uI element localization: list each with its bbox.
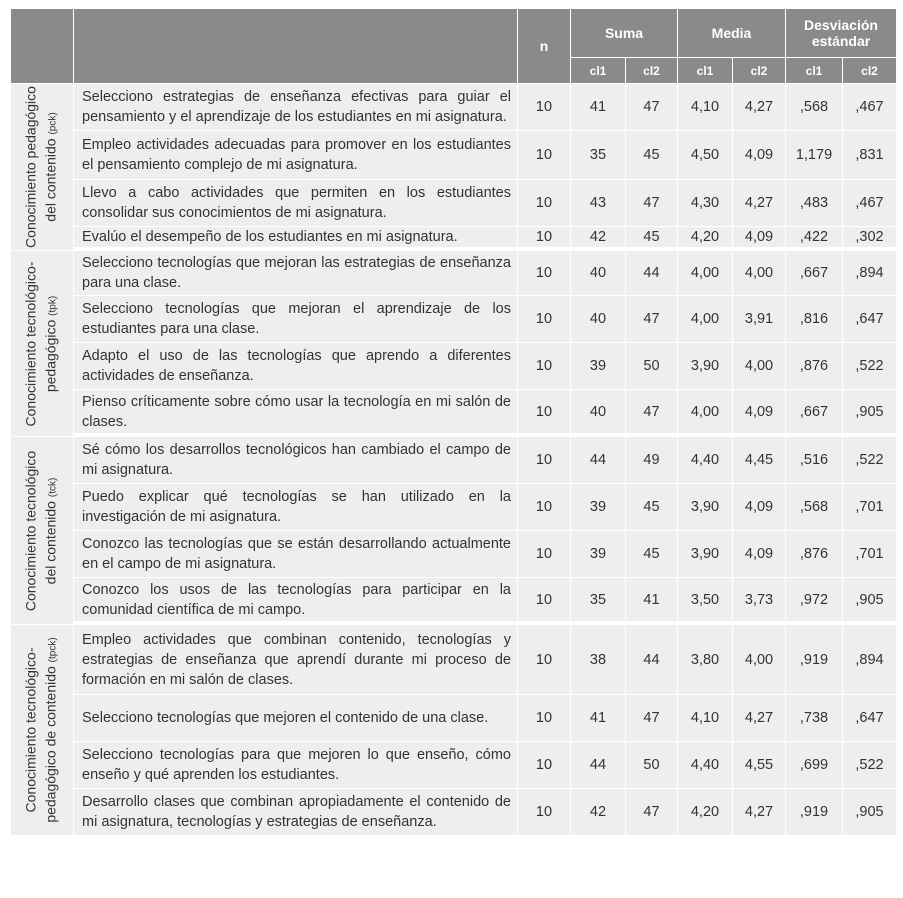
media-cl2-cell: 3,73: [732, 578, 785, 625]
desv-cl2-cell: ,522: [842, 437, 896, 484]
media-cl1-cell: 3,80: [677, 625, 732, 695]
n-cell: 10: [517, 251, 570, 296]
n-cell: 10: [517, 131, 570, 180]
media-cl2-cell: 4,00: [732, 251, 785, 296]
table-row: [11, 343, 896, 390]
media-cl1-cell: 4,20: [677, 789, 732, 836]
media-cl1-cell: 4,40: [677, 437, 732, 484]
n-cell: 10: [517, 296, 570, 343]
suma-cl1-cell: 39: [570, 531, 625, 578]
item-description: Conozco las tecnologías que se están desarrollando actualmente en el campo de mi asignatura.: [73, 531, 517, 578]
suma-cl1-cell: 41: [570, 84, 625, 131]
suma-cl2-cell: 47: [625, 180, 677, 227]
desv-cl1-cell: ,568: [785, 84, 842, 131]
n-cell: 10: [517, 484, 570, 531]
desv-cl2-cell: ,905: [842, 789, 896, 836]
table-row: [11, 390, 896, 437]
suma-cl2-cell: 49: [625, 437, 677, 484]
suma-cl2-cell: 44: [625, 251, 677, 296]
n-cell: 10: [517, 180, 570, 227]
category-label: [21, 86, 64, 248]
desv-cl1-cell: ,816: [785, 296, 842, 343]
media-cl2-cell: 3,91: [732, 296, 785, 343]
suma-cl2-cell: 45: [625, 131, 677, 180]
category-label: [21, 261, 64, 426]
media-cl1-cell: 4,50: [677, 131, 732, 180]
header-desviacion: Desviación estándar: [785, 9, 896, 58]
category-abbreviation: (pck): [47, 112, 59, 135]
table-row: [11, 578, 896, 625]
category-label-line1: Conocimiento tecnológico-: [22, 647, 39, 813]
table-row: [11, 484, 896, 531]
table-body: [11, 84, 896, 836]
suma-cl1-cell: 44: [570, 742, 625, 789]
desv-cl2-cell: ,522: [842, 742, 896, 789]
category-label-text: del contenido: [42, 500, 59, 584]
media-cl2-cell: 4,09: [732, 227, 785, 251]
table-row: [11, 625, 896, 695]
desv-cl1-cell: ,699: [785, 742, 842, 789]
item-description: Selecciono tecnologías que mejoran las estrategias de enseñanza para una clase.: [73, 251, 517, 296]
desv-cl1-cell: ,972: [785, 578, 842, 625]
n-cell: 10: [517, 578, 570, 625]
media-cl1-cell: 4,00: [677, 390, 732, 437]
table-row: [11, 742, 896, 789]
media-cl1-cell: 4,10: [677, 84, 732, 131]
desv-cl1-cell: 1,179: [785, 131, 842, 180]
header-item-blank: [73, 9, 517, 84]
media-cl1-cell: 4,00: [677, 296, 732, 343]
table-row: [11, 227, 896, 251]
suma-cl1-cell: 42: [570, 789, 625, 836]
n-cell: 10: [517, 84, 570, 131]
category-label-line2: [41, 637, 64, 822]
desv-cl1-cell: ,667: [785, 390, 842, 437]
desv-cl2-cell: ,467: [842, 180, 896, 227]
desv-cl1-cell: ,876: [785, 531, 842, 578]
media-cl1-cell: 3,90: [677, 484, 732, 531]
n-cell: 10: [517, 343, 570, 390]
category-label-text: pedagógico de contenido: [42, 666, 59, 823]
category-label-line1: Conocimiento tecnológico-: [22, 261, 39, 426]
table-row: [11, 437, 896, 484]
suma-cl1-cell: 35: [570, 578, 625, 625]
item-description: Selecciono estrategias de enseñanza efectivas para guiar el pensamiento y el aprendizaje de los estudiantes en mi asignatura.: [73, 84, 517, 131]
item-description: Conozco los usos de las tecnologías para participar en la comunidad científica de mi campo.: [73, 578, 517, 625]
media-cl1-cell: 4,20: [677, 227, 732, 251]
suma-cl2-cell: 45: [625, 227, 677, 251]
results-table: [11, 9, 896, 836]
item-description: Selecciono tecnologías para que mejoren lo que enseño, cómo enseño y qué aprenden los estudiantes.: [73, 742, 517, 789]
media-cl2-cell: 4,27: [732, 84, 785, 131]
category-label-line2: [41, 450, 64, 610]
header-suma-cl2: cl2: [625, 58, 677, 84]
desv-cl1-cell: ,919: [785, 625, 842, 695]
suma-cl2-cell: 45: [625, 531, 677, 578]
desv-cl2-cell: ,894: [842, 251, 896, 296]
header-suma-cl1: cl1: [570, 58, 625, 84]
table-row: [11, 251, 896, 296]
suma-cl1-cell: 39: [570, 484, 625, 531]
desv-cl1-cell: ,516: [785, 437, 842, 484]
suma-cl2-cell: 45: [625, 484, 677, 531]
category-cell: [11, 437, 73, 625]
suma-cl2-cell: 41: [625, 578, 677, 625]
table-row: [11, 531, 896, 578]
header-n: n: [517, 9, 570, 84]
header-media: Media: [677, 9, 785, 58]
table-row: [11, 695, 896, 742]
header-desv-cl1: cl1: [785, 58, 842, 84]
suma-cl2-cell: 50: [625, 742, 677, 789]
category-label-line1: Conocimiento tecnológico: [22, 450, 39, 611]
header-media-cl1: cl1: [677, 58, 732, 84]
suma-cl1-cell: 35: [570, 131, 625, 180]
suma-cl1-cell: 44: [570, 437, 625, 484]
desv-cl2-cell: ,647: [842, 695, 896, 742]
desv-cl2-cell: ,701: [842, 531, 896, 578]
suma-cl1-cell: 39: [570, 343, 625, 390]
media-cl1-cell: 4,00: [677, 251, 732, 296]
n-cell: 10: [517, 437, 570, 484]
media-cl2-cell: 4,09: [732, 484, 785, 531]
category-label-text: pedagógico: [42, 319, 59, 392]
media-cl1-cell: 4,30: [677, 180, 732, 227]
category-abbreviation: (tpck): [47, 637, 59, 663]
media-cl2-cell: 4,09: [732, 531, 785, 578]
suma-cl1-cell: 42: [570, 227, 625, 251]
suma-cl1-cell: 43: [570, 180, 625, 227]
item-description: Pienso críticamente sobre cómo usar la tecnología en mi salón de clases.: [73, 390, 517, 437]
table-row: [11, 180, 896, 227]
suma-cl2-cell: 47: [625, 390, 677, 437]
desv-cl1-cell: ,919: [785, 789, 842, 836]
category-label-line2: [41, 86, 64, 248]
suma-cl2-cell: 50: [625, 343, 677, 390]
category-label-text: del contenido: [42, 138, 59, 222]
suma-cl1-cell: 40: [570, 251, 625, 296]
media-cl2-cell: 4,27: [732, 695, 785, 742]
media-cl1-cell: 3,90: [677, 343, 732, 390]
desv-cl2-cell: ,647: [842, 296, 896, 343]
n-cell: 10: [517, 227, 570, 251]
desv-cl2-cell: ,831: [842, 131, 896, 180]
desv-cl1-cell: ,568: [785, 484, 842, 531]
suma-cl1-cell: 40: [570, 390, 625, 437]
suma-cl1-cell: 38: [570, 625, 625, 695]
category-abbreviation: (tck): [47, 477, 59, 497]
desv-cl2-cell: ,701: [842, 484, 896, 531]
table-row: [11, 131, 896, 180]
header-category-blank: [11, 9, 73, 84]
suma-cl2-cell: 47: [625, 695, 677, 742]
media-cl2-cell: 4,27: [732, 180, 785, 227]
category-label-line2: [41, 261, 64, 426]
desv-cl1-cell: ,738: [785, 695, 842, 742]
media-cl2-cell: 4,09: [732, 131, 785, 180]
desv-cl1-cell: ,422: [785, 227, 842, 251]
suma-cl2-cell: 47: [625, 84, 677, 131]
n-cell: 10: [517, 390, 570, 437]
media-cl2-cell: 4,55: [732, 742, 785, 789]
desv-cl2-cell: ,302: [842, 227, 896, 251]
media-cl1-cell: 3,90: [677, 531, 732, 578]
desv-cl2-cell: ,905: [842, 390, 896, 437]
results-table-container: [11, 9, 896, 836]
item-description: Sé cómo los desarrollos tecnológicos han cambiado el campo de mi asignatura.: [73, 437, 517, 484]
media-cl2-cell: 4,00: [732, 625, 785, 695]
suma-cl2-cell: 47: [625, 296, 677, 343]
item-description: Empleo actividades que combinan contenido, tecnologías y estrategias de enseñanza que aprendí durante mi proceso de formación en mi salón de clases.: [73, 625, 517, 695]
category-cell: [11, 625, 73, 836]
table-row: [11, 789, 896, 836]
n-cell: 10: [517, 742, 570, 789]
suma-cl1-cell: 41: [570, 695, 625, 742]
item-description: Adapto el uso de las tecnologías que aprendo a diferentes actividades de enseñanza.: [73, 343, 517, 390]
desv-cl1-cell: ,667: [785, 251, 842, 296]
category-label: [21, 637, 64, 822]
table-row: [11, 84, 896, 131]
suma-cl1-cell: 40: [570, 296, 625, 343]
category-abbreviation: (tpk): [47, 295, 59, 316]
n-cell: 10: [517, 531, 570, 578]
item-description: Evalúo el desempeño de los estudiantes en mi asignatura.: [73, 227, 517, 251]
category-cell: [11, 84, 73, 251]
desv-cl1-cell: ,483: [785, 180, 842, 227]
desv-cl1-cell: ,876: [785, 343, 842, 390]
media-cl2-cell: 4,09: [732, 390, 785, 437]
item-description: Selecciono tecnologías que mejoran el aprendizaje de los estudiantes para una clase.: [73, 296, 517, 343]
item-description: Empleo actividades adecuadas para promover en los estudiantes el pensamiento complejo de mi asignatura.: [73, 131, 517, 180]
n-cell: 10: [517, 625, 570, 695]
header-media-cl2: cl2: [732, 58, 785, 84]
media-cl1-cell: 4,10: [677, 695, 732, 742]
n-cell: 10: [517, 789, 570, 836]
media-cl2-cell: 4,45: [732, 437, 785, 484]
media-cl1-cell: 3,50: [677, 578, 732, 625]
n-cell: 10: [517, 695, 570, 742]
header-desv-cl2: cl2: [842, 58, 896, 84]
category-cell: [11, 251, 73, 437]
desv-cl2-cell: ,894: [842, 625, 896, 695]
desv-cl2-cell: ,522: [842, 343, 896, 390]
item-description: Llevo a cabo actividades que permiten en los estudiantes consolidar sus conocimientos de mi asignatura.: [73, 180, 517, 227]
desv-cl2-cell: ,905: [842, 578, 896, 625]
item-description: Desarrollo clases que combinan apropiadamente el contenido de mi asignatura, tecnologías y estrategias de enseñanza.: [73, 789, 517, 836]
category-label-line1: Conocimiento pedagógico: [22, 86, 39, 248]
media-cl2-cell: 4,27: [732, 789, 785, 836]
header-suma: Suma: [570, 9, 677, 58]
media-cl1-cell: 4,40: [677, 742, 732, 789]
suma-cl2-cell: 47: [625, 789, 677, 836]
item-description: Puedo explicar qué tecnologías se han utilizado en la investigación de mi asignatura.: [73, 484, 517, 531]
category-label: [21, 450, 64, 610]
desv-cl2-cell: ,467: [842, 84, 896, 131]
item-description: Selecciono tecnologías que mejoren el contenido de una clase.: [73, 695, 517, 742]
media-cl2-cell: 4,00: [732, 343, 785, 390]
suma-cl2-cell: 44: [625, 625, 677, 695]
table-row: [11, 296, 896, 343]
